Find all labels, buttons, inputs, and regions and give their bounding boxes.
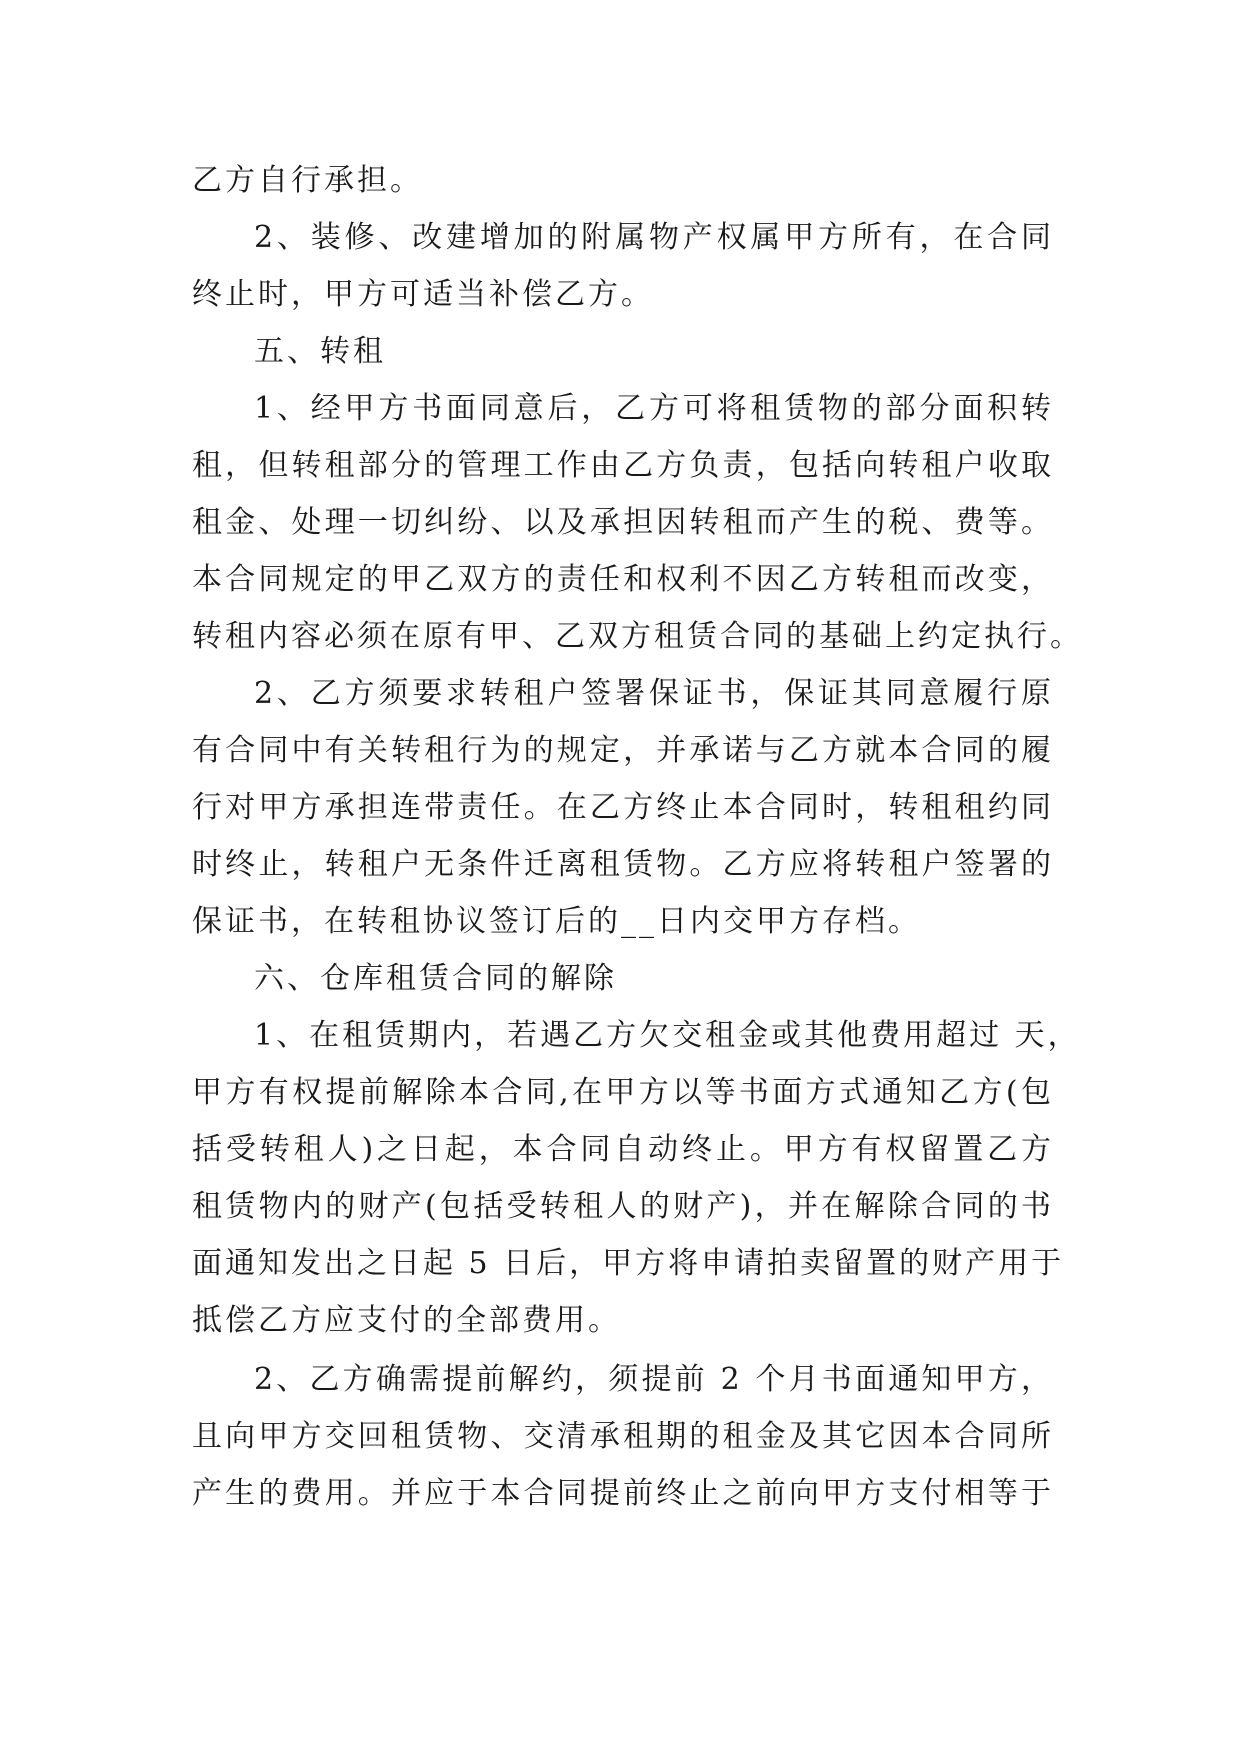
text-line: 面通知发出之日起 5 日后，甲方将申请拍卖留置的财产用于 [192,1246,1065,1281]
text-line: 2、装修、改建增加的附属物产权属甲方所有，在合同 [254,220,1054,255]
text-line: 乙方自行承担。 [192,163,423,198]
text-line: 2、乙方须要求转租户签署保证书，保证其同意履行原 [254,676,1054,711]
text-line: 保证书，在转租协议签订后的__日内交甲方存档。 [192,904,921,939]
text-line: 1、经甲方书面同意后，乙方可将租赁物的部分面积转 [254,391,1054,426]
text-line: 租赁物内的财产(包括受转租人的财产)，并在解除合同的书 [192,1189,1054,1224]
text-line: 括受转租人)之日起，本合同自动终止。甲方有权留置乙方 [192,1132,1054,1167]
text-line: 抵偿乙方应支付的全部费用。 [192,1303,621,1338]
text-line: 租金、处理一切纠纷、以及承担因转租而产生的税、费等。 [192,505,1054,540]
text-line: 且向甲方交回租赁物、交清承租期的租金及其它因本合同所 [192,1419,1054,1454]
section-heading: 六、仓库租赁合同的解除 [254,961,617,996]
text-line: 产生的费用。并应于本合同提前终止之前向甲方支付相等于 [192,1476,1054,1511]
text-line: 时终止，转租户无条件迁离租赁物。乙方应将转租户签署的 [192,847,1054,882]
text-line: 行对甲方承担连带责任。在乙方终止本合同时，转租租约同 [192,790,1054,825]
section-heading: 五、转租 [254,334,386,369]
text-line: 租，但转租部分的管理工作由乙方负责，包括向转租户收取 [192,448,1054,483]
text-line: 1、在租赁期内，若遇乙方欠交租金或其他费用超过 天， [254,1018,1081,1053]
text-line: 转租内容必须在原有甲、乙双方租赁合同的基础上约定执行。 [192,619,1083,654]
text-line: 有合同中有关转租行为的规定，并承诺与乙方就本合同的履 [192,733,1054,768]
text-line: 本合同规定的甲乙双方的责任和权利不因乙方转租而改变， [192,562,1054,597]
text-line: 甲方有权提前解除本合同,在甲方以等书面方式通知乙方(包 [192,1075,1054,1110]
text-line: 终止时，甲方可适当补偿乙方。 [192,277,654,312]
document-body [192,152,1083,1522]
text-line: 2、乙方确需提前解约，须提前 2 个月书面通知甲方， [254,1362,1054,1397]
